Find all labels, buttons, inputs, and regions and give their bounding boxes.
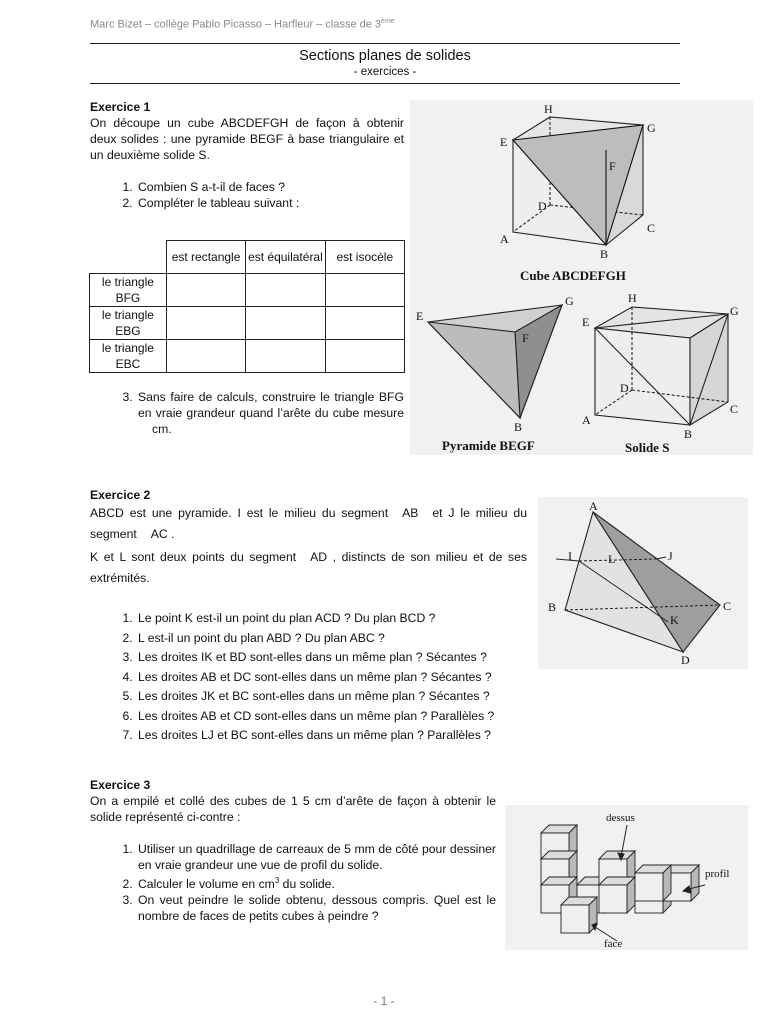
table-header-cell: est équilatéral xyxy=(246,241,325,274)
page-header xyxy=(90,14,395,33)
cube-caption: Cube ABCDEFGH xyxy=(520,268,626,283)
exercise-1-question-1: 1. Combien S a-t-il de faces ? xyxy=(136,179,404,195)
cube-label-F: F xyxy=(609,159,616,173)
ex2-p2-text-c: , distincts de son milieu et de ses extrémités. xyxy=(90,550,528,585)
exercise-2-heading: Exercice 2 xyxy=(90,488,151,502)
exercise-3-question-3: 3. On veut peindre le solide obtenu, dessous compris. Quel est le nombre de faces de petits cubes à peindre ? xyxy=(136,892,496,924)
cube-label-D: D xyxy=(538,199,547,213)
exercise-1-question-2: 2. Compléter le tableau suivant : xyxy=(136,195,404,211)
page-title-block xyxy=(90,47,680,80)
table-row xyxy=(90,307,405,340)
exercise-1-text xyxy=(90,99,404,211)
table-cell xyxy=(166,340,245,373)
page-title: Sections planes de solides xyxy=(299,48,471,64)
title-top-rule xyxy=(90,43,680,44)
table-cell xyxy=(166,307,245,340)
exercise-1-intro: On découpe un cube ABCDEFGH de façon à obtenir deux solides : une pyramide BEGF à base triangulaire et un deuxième solide S. xyxy=(90,116,404,162)
table-cell xyxy=(325,307,404,340)
pyr-label-B: B xyxy=(548,600,557,614)
exercise-2-question: 7. Les droites LJ et BC sont-elles dans un même plan ? Parallèles ? xyxy=(136,726,527,746)
table-cell xyxy=(325,274,404,307)
table-row-label: le triangle EBC xyxy=(90,340,167,373)
exercise-2-text xyxy=(90,487,527,746)
solid-label-A: A xyxy=(582,413,591,427)
cube-section-drawing xyxy=(410,100,753,455)
pyr-label-L: L xyxy=(608,552,616,566)
exercise-3-question-2 xyxy=(136,873,496,892)
question-3-text: Sans faire de calculs, construire le triangle BFG en vraie grandeur quand l’arête du cube mesure xyxy=(138,390,404,420)
pyr-label-D: D xyxy=(681,653,690,667)
pyramid-label-F: F xyxy=(522,331,529,345)
exercise-2-question: 2. L est-il un point du plan ABD ? Du plan ABC ? xyxy=(136,629,527,649)
page-subtitle: - exercices - xyxy=(353,66,417,78)
pyramid-caption: Pyramide BEGF xyxy=(442,438,535,453)
ex2-p2-text-a: K et L sont deux points du segment xyxy=(90,550,297,564)
header-superscript: ème xyxy=(381,18,395,25)
solid-caption: Solide S xyxy=(625,440,670,455)
table-row xyxy=(90,340,405,373)
pyramid-abcd-figure xyxy=(538,497,748,669)
pyramid-abcd-drawing xyxy=(538,497,748,669)
exercise-1-questions-b xyxy=(90,389,404,437)
exercise-3-question-1: 1. Utiliser un quadrillage de carreaux de 5 mm de côté pour dessiner en vraie grandeur une vue de profil du solide. xyxy=(136,841,496,873)
cube-label-C: C xyxy=(647,221,656,235)
pyr-label-J: J xyxy=(668,549,673,563)
solid-label-D: D xyxy=(620,381,629,395)
table-cell xyxy=(246,307,325,340)
exercise-2-paragraph-1 xyxy=(90,503,527,545)
stacked-cubes-drawing xyxy=(505,805,748,950)
pyramid-label-B: B xyxy=(514,420,523,434)
segment-AD: AD xyxy=(310,550,328,564)
header-text: Marc Bizet – collège Pablo Picasso – Harfleur – classe de 3 xyxy=(90,18,382,31)
ex2-p1-period: . xyxy=(171,527,175,541)
exercise-2-question: 6. Les droites AB et CD sont-elles dans un même plan ? Parallèles ? xyxy=(136,707,527,727)
exercise-2-question: 1. Le point K est-il un point du plan ACD ? Du plan BCD ? xyxy=(136,609,527,629)
solid-label-C: C xyxy=(730,402,739,416)
exercise-2-paragraph-2 xyxy=(90,547,527,589)
ex2-p1-text-c: et J le milieu du segment xyxy=(90,506,527,541)
question-3-unit: cm. xyxy=(152,422,172,436)
front-view-label: face xyxy=(604,938,623,950)
exercise-1-questions-a xyxy=(90,179,404,211)
segment-AB: AB xyxy=(402,506,419,520)
exercise-1-heading: Exercice 1 xyxy=(90,100,151,114)
side-view-label: profil xyxy=(705,868,730,880)
ex2-p1-text-a: ABCD est une pyramide. I est le milieu du segment xyxy=(90,506,389,520)
table-header-cell: est rectangle xyxy=(166,241,245,274)
table-row-label: le triangle EBG xyxy=(90,307,167,340)
solid-label-B: B xyxy=(684,427,693,441)
exercise-3-intro: On a empilé et collé des cubes de 1 5 cm d’arête de façon à obtenir le solide représenté ci-contre : xyxy=(90,794,496,824)
exercise-2-question: 5. Les droites JK et BC sont-elles dans un même plan ? Sécantes ? xyxy=(136,687,527,707)
exercise-2-question: 4. Les droites AB et DC sont-elles dans un même plan ? Sécantes ? xyxy=(136,668,527,688)
q2-exponent: 3 xyxy=(274,876,280,885)
top-view-label: dessus xyxy=(606,812,635,824)
cube-label-A: A xyxy=(500,232,509,246)
table-corner xyxy=(90,241,167,274)
pyr-label-C: C xyxy=(723,599,732,613)
table-cell xyxy=(166,274,245,307)
exercise-1-question-3-block xyxy=(90,389,404,437)
pyr-label-K: K xyxy=(670,613,679,627)
page-number: - 1 - xyxy=(373,994,395,1008)
cube-label-G: G xyxy=(647,121,656,135)
table-header-row xyxy=(90,241,405,274)
table-cell xyxy=(325,340,404,373)
table-header-cell: est isocèle xyxy=(325,241,404,274)
exercise-3-heading: Exercice 3 xyxy=(90,778,151,792)
segment-AC: AC xyxy=(150,527,168,541)
pyramid-label-E: E xyxy=(416,309,424,323)
exercise-3-questions xyxy=(90,841,496,924)
title-bottom-rule xyxy=(90,83,680,84)
cube-section-figure xyxy=(410,100,753,455)
cube-label-B: B xyxy=(600,247,609,261)
cube-label-H: H xyxy=(544,102,553,116)
exercise-2-questions xyxy=(90,609,527,746)
stacked-cubes-figure xyxy=(505,805,748,950)
q2-text-end: du solide. xyxy=(279,877,335,892)
pyr-label-I: I xyxy=(568,549,572,563)
exercise-1-question-3 xyxy=(136,389,404,437)
table-cell xyxy=(246,274,325,307)
exercise-2-question: 3. Les droites IK et BD sont-elles dans un même plan ? Sécantes ? xyxy=(136,648,527,668)
solid-label-E: E xyxy=(582,315,590,329)
solid-label-G: G xyxy=(730,304,739,318)
pyramid-label-G: G xyxy=(565,294,574,308)
solid-label-H: H xyxy=(628,291,637,305)
pyr-label-A: A xyxy=(589,499,598,513)
exercise-3-text xyxy=(90,777,496,924)
exercise-1-table xyxy=(89,240,405,373)
table-row xyxy=(90,274,405,307)
cube-label-E: E xyxy=(500,135,508,149)
table-row-label: le triangle BFG xyxy=(90,274,167,307)
q2-text: Calculer le volume en cm xyxy=(138,877,275,892)
table-cell xyxy=(246,340,325,373)
